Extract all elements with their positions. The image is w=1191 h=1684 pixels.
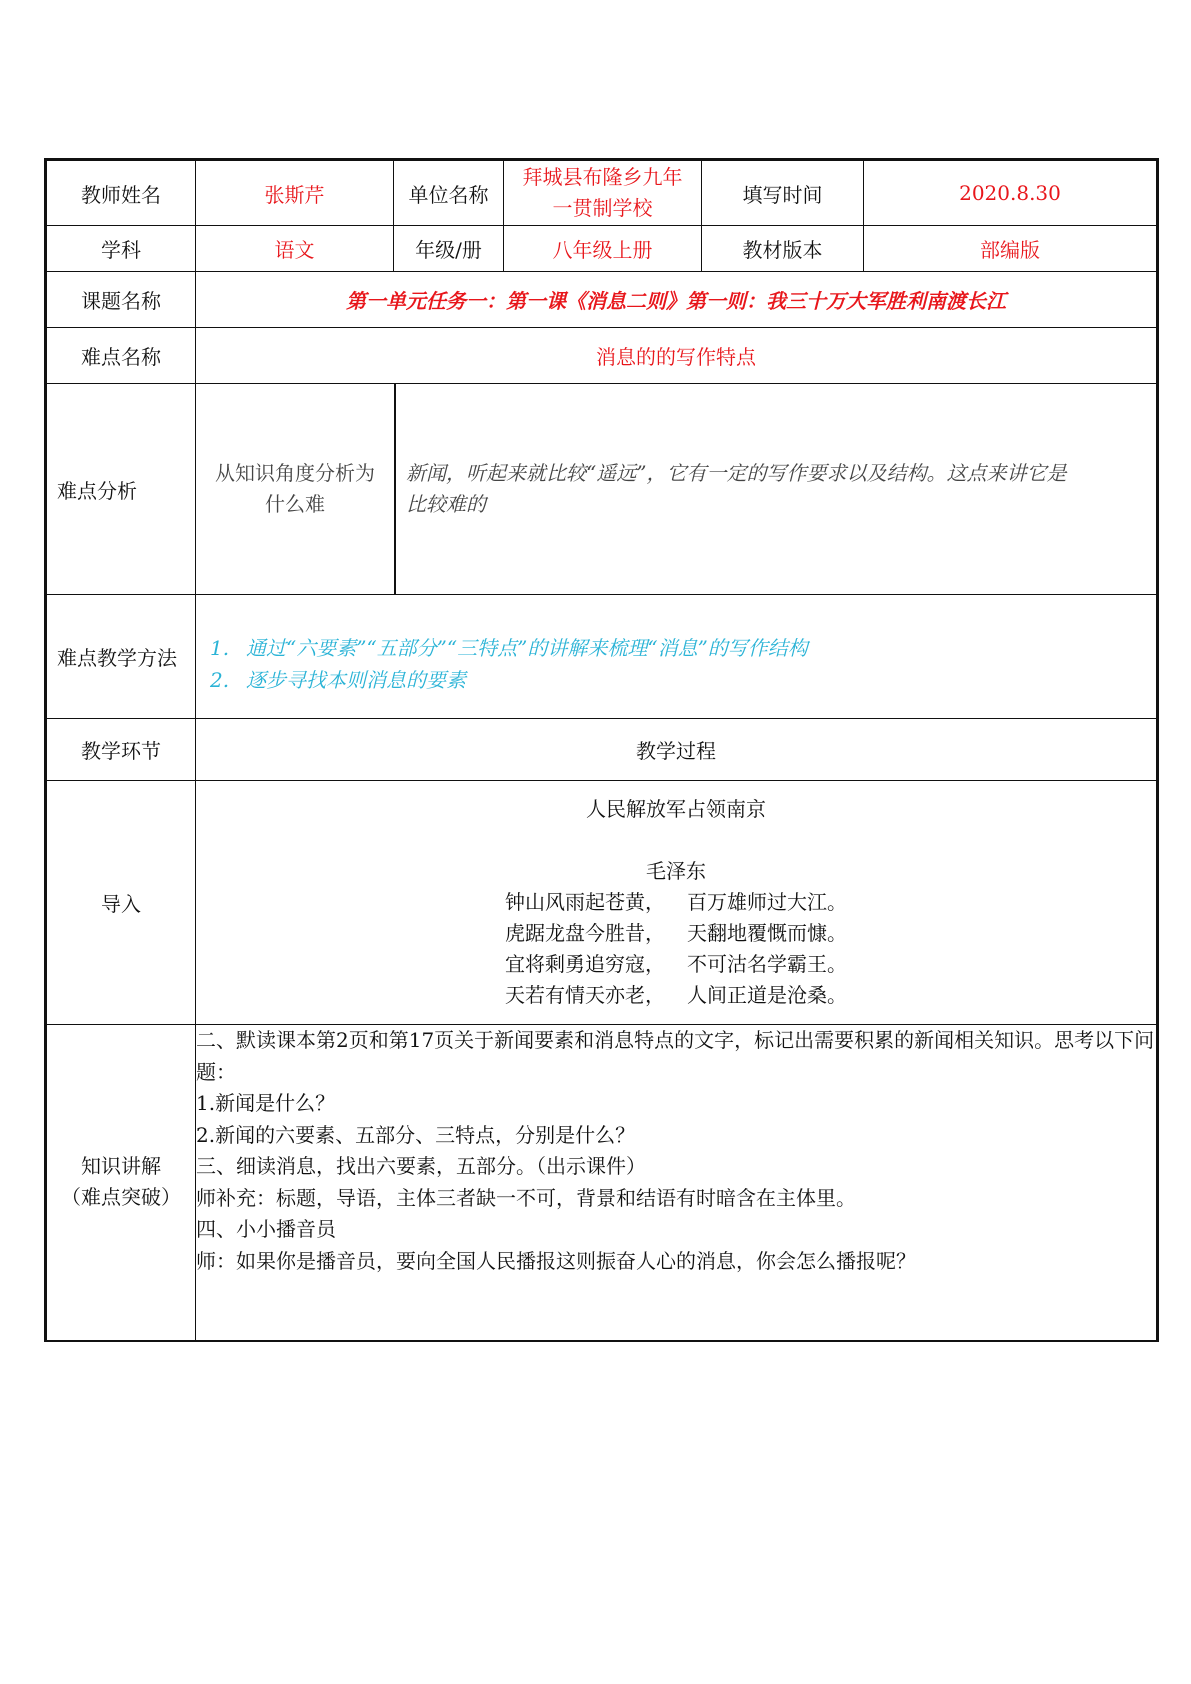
- analysis-label: 难点分析: [46, 384, 196, 595]
- header-row-1: [46, 160, 1158, 226]
- why-text-line1: 新闻，听起来就比较“遥远”，它有一定的写作要求以及结构。这点来讲它是: [406, 461, 1067, 485]
- poem-author: 毛泽东: [646, 859, 706, 883]
- poem-line: 钟山风雨起苍黄， 百万雄师过大江。: [505, 890, 847, 914]
- header-row-2: [46, 226, 1158, 272]
- edition-label: 教材版本: [702, 226, 864, 272]
- knowledge-paragraph: 师：如果你是播音员，要向全国人民播报这则振奋人心的消息，你会怎么播报呢？: [196, 1248, 916, 1273]
- difficulty-value: 消息的的写作特点: [196, 328, 1158, 384]
- knowledge-paragraph: 1.新闻是什么？: [196, 1091, 336, 1115]
- edition-value: 部编版: [864, 226, 1158, 272]
- method-text: 逐步寻找本则消息的要素: [246, 667, 466, 692]
- lesson-plan-table: [44, 158, 1159, 1342]
- knowledge-label-line2: （难点突破）: [61, 1185, 181, 1210]
- analysis-why-text: [396, 384, 1156, 594]
- method-num: 2.: [210, 667, 230, 692]
- unit-name-line1: 拜城县布隆乡九年: [522, 165, 683, 189]
- grade-value: 八年级上册: [504, 226, 702, 272]
- intro-row: [46, 781, 1158, 1025]
- method-item: [210, 632, 1142, 664]
- methods-row: [46, 595, 1158, 719]
- knowledge-paragraph: 二、默读课本第2页和第17页关于新闻要素和消息特点的文字，标记出需要积累的新闻相关知识。思考以下问题：: [196, 1028, 1155, 1084]
- poem-line: 天若有情天亦老， 人间正道是沧桑。: [505, 983, 847, 1007]
- knowledge-label-line1: 知识讲解: [81, 1154, 161, 1179]
- difficulty-row: [46, 328, 1158, 384]
- analysis-row: [46, 384, 1158, 595]
- lesson-plan-sheet: [44, 158, 1156, 1342]
- knowledge-label: [46, 1025, 196, 1341]
- poem-line: 虎踞龙盘今胜昔， 天翻地覆慨而慷。: [505, 921, 847, 945]
- teacher-name: 张斯芹: [196, 160, 394, 226]
- unit-label: 单位名称: [394, 160, 504, 226]
- method-text: 通过“六要素”“五部分”“三特点”的讲解来梳理“消息”的写作结构: [246, 635, 808, 660]
- process-value: 教学过程: [196, 719, 1158, 781]
- subject-label: 学科: [46, 226, 196, 272]
- knowledge-paragraph: 三、细读消息，找出六要素，五部分。（出示课件）: [196, 1154, 646, 1178]
- unit-name-line2: 一贯制学校: [552, 196, 653, 220]
- topic-value: 第一单元任务一：第一课《消息二则》第一则：我三十万大军胜利南渡长江: [196, 272, 1158, 328]
- method-item: [210, 664, 1142, 696]
- knowledge-row: [46, 1025, 1158, 1341]
- intro-content: [196, 781, 1158, 1025]
- grade-label: 年级/册: [394, 226, 504, 272]
- analysis-why-label: [196, 384, 396, 594]
- topic-row: [46, 272, 1158, 328]
- subject-value: 语文: [196, 226, 394, 272]
- date-value: 2020.8.30: [864, 160, 1158, 226]
- date-label: 填写时间: [702, 160, 864, 226]
- topic-label: 课题名称: [46, 272, 196, 328]
- unit-name: [504, 160, 702, 226]
- teacher-label: 教师姓名: [46, 160, 196, 226]
- methods-content: [196, 595, 1158, 719]
- poem-line: 宜将剩勇追穷寇， 不可沽名学霸王。: [505, 952, 847, 976]
- poem-title: 人民解放军占领南京: [586, 797, 766, 821]
- why-label-line2: 什么难: [265, 492, 325, 516]
- why-label-line1: 从知识角度分析为: [215, 461, 375, 485]
- why-text-line2: 比较难的: [406, 492, 486, 516]
- knowledge-paragraph: 2.新闻的六要素、五部分、三特点，分别是什么？: [196, 1122, 636, 1147]
- method-num: 1.: [210, 635, 230, 660]
- knowledge-paragraph: 四、小小播音员: [196, 1217, 336, 1241]
- methods-label: 难点教学方法: [46, 595, 196, 719]
- analysis-content: [196, 384, 1158, 595]
- knowledge-content: [196, 1025, 1158, 1341]
- difficulty-label: 难点名称: [46, 328, 196, 384]
- knowledge-paragraph: 师补充：标题，导语，主体三者缺一不可，背景和结语有时暗含在主体里。: [196, 1185, 856, 1210]
- process-row: [46, 719, 1158, 781]
- intro-label: 导入: [46, 781, 196, 1025]
- process-label: 教学环节: [46, 719, 196, 781]
